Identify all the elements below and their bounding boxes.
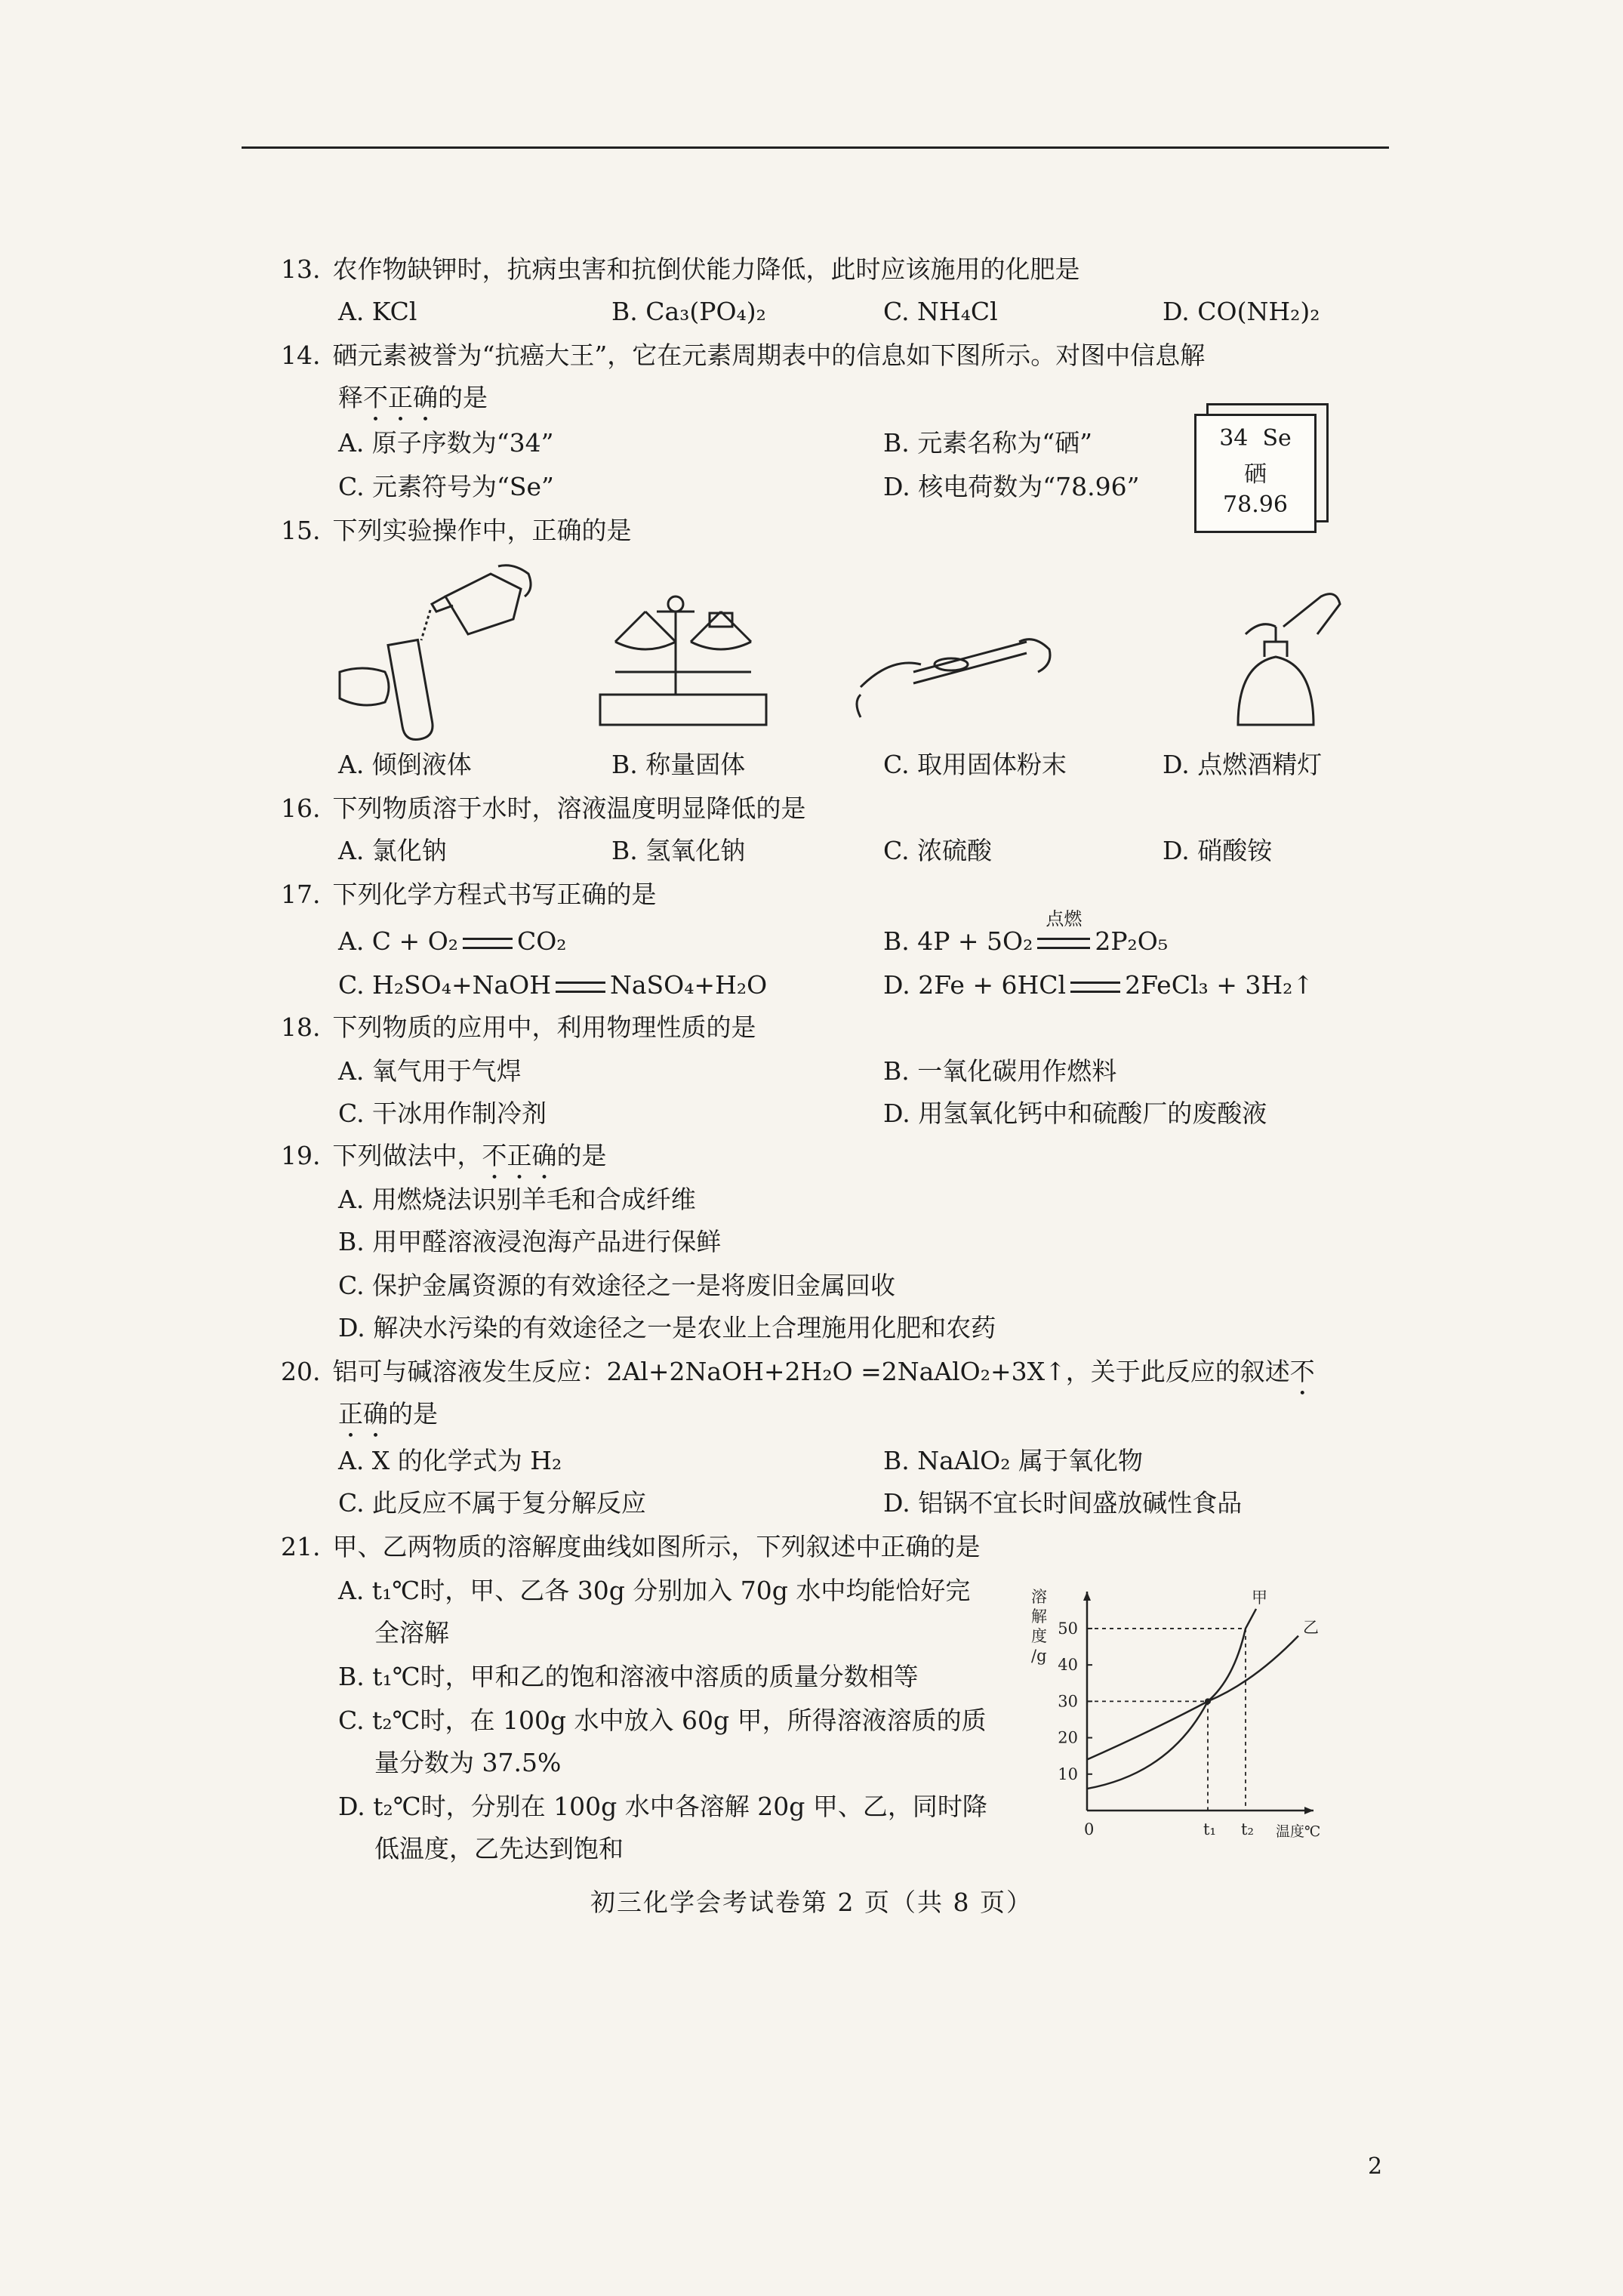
equals-sign xyxy=(463,938,513,949)
option-d: D. 点燃酒精灯 xyxy=(1163,750,1323,779)
option-a: A. t₁℃时，甲、乙各 30g 分别加入 70g 水中均能恰好完 xyxy=(338,1576,971,1605)
question-stem: 农作物缺钾时，抗病虫害和抗倒伏能力降低，此时应该施用的化肥是 xyxy=(332,254,1080,284)
question-number: 13. xyxy=(281,254,321,284)
question-20: 20. 铝可与碱溶液发生反应：2Al+2NaOH+2H₂O =2NaAlO₂+3X↑，关于此反应的叙述不 xyxy=(281,1354,1315,1401)
series-label-yi: 乙 xyxy=(1303,1618,1319,1637)
balance-illustration xyxy=(585,581,781,732)
option-a: A. 倾倒液体 xyxy=(338,750,472,779)
origin-label: 0 xyxy=(1084,1820,1095,1838)
y-tick-label: 10 xyxy=(1058,1764,1078,1783)
y-tick-label: 20 xyxy=(1058,1728,1078,1747)
powder-spoon-illustration xyxy=(845,612,1064,725)
element-name: 硒 xyxy=(1244,461,1267,488)
top-rule xyxy=(242,146,1389,149)
question-14 xyxy=(281,338,1205,373)
question-13 xyxy=(281,252,1079,287)
atomic-mass: 78.96 xyxy=(1223,492,1288,518)
option-a: A. 用燃烧法识别羊毛和合成纤维 xyxy=(338,1185,696,1214)
y-tick-label: 30 xyxy=(1058,1692,1078,1711)
option-b: B. 一氧化碳用作燃料 xyxy=(883,1056,1117,1086)
element-card-selenium xyxy=(1194,414,1317,533)
emphasis-dotted: 不正确 xyxy=(482,1141,557,1170)
question-number: 15. xyxy=(281,516,321,545)
question-stem: 下列化学方程式书写正确的是 xyxy=(332,880,657,909)
question-14-line2: 释不正确的是 xyxy=(338,383,488,412)
option-d: D. t₂℃时，分别在 100g 水中各溶解 20g 甲、乙，同时降 xyxy=(338,1792,987,1821)
question-number: 17. xyxy=(281,880,321,909)
option-c: C. H₂SO₄+NaOH NaSO₄+H₂O xyxy=(338,970,768,1000)
question-stem: 甲、乙两物质的溶解度曲线如图所示，下列叙述中正确的是 xyxy=(332,1532,981,1561)
y-axis-label: /g xyxy=(1031,1647,1047,1665)
reaction-condition: 点燃 xyxy=(1046,908,1083,929)
option-a: A. 氯化钠 xyxy=(338,836,447,865)
question-16 xyxy=(281,791,805,826)
y-tick-label: 50 xyxy=(1058,1619,1078,1638)
option-c: C. 干冰用作制冷剂 xyxy=(338,1099,547,1128)
question-stem: 下列物质溶于水时，溶液温度明显降低的是 xyxy=(332,794,806,823)
option-b: B. 4P + 5O₂ 点燃 2P₂O₅ xyxy=(883,924,1168,959)
option-a-cont: 全溶解 xyxy=(374,1618,449,1647)
pour-liquid-illustration xyxy=(317,551,544,747)
option-c: C. 此反应不属于复分解反应 xyxy=(338,1488,647,1518)
option-d: D. 用氢氧化钙中和硫酸厂的废酸液 xyxy=(883,1099,1267,1128)
question-stem: 下列物质的应用中，利用物理性质的是 xyxy=(332,1012,756,1042)
x-axis-arrow xyxy=(1304,1807,1313,1814)
option-d-cont: 低温度，乙先达到饱和 xyxy=(374,1834,624,1863)
x-axis-label: 温度℃ xyxy=(1276,1823,1321,1840)
option-b: B. 用甲醛溶液浸泡海产品进行保鲜 xyxy=(338,1227,722,1256)
page-footer: 初三化学会考试卷第 2 页（共 8 页） xyxy=(590,1888,1033,1917)
emphasis-dotted: 不 xyxy=(1289,1357,1315,1386)
emphasis-dotted: 不正确 xyxy=(363,383,438,412)
option-a: A. 氧气用于气焊 xyxy=(338,1056,522,1086)
option-c: C. 元素符号为“Se” xyxy=(338,472,554,501)
y-axis-label: 溶 xyxy=(1031,1588,1047,1606)
question-number: 14. xyxy=(281,341,321,370)
alcohol-lamp-illustration xyxy=(1200,574,1351,740)
option-b: B. 称量固体 xyxy=(611,750,746,779)
atomic-number: 34 xyxy=(1219,425,1249,451)
option-a: A. C + O₂ CO₂ xyxy=(338,926,567,956)
option-b: B. Ca₃(PO₄)₂ xyxy=(611,297,766,326)
series-label-jia: 甲 xyxy=(1252,1588,1267,1607)
option-d: D. 铝锅不宜长时间盛放碱性食品 xyxy=(883,1488,1243,1518)
y-tick-label: 40 xyxy=(1058,1656,1078,1675)
option-c: C. 浓硫酸 xyxy=(883,836,993,865)
question-17 xyxy=(281,877,656,912)
option-d: D. CO(NH₂)₂ xyxy=(1163,297,1320,326)
intersection-point xyxy=(1205,1698,1211,1704)
option-d: D. 核电荷数为“78.96” xyxy=(883,472,1140,501)
option-c: C. 保护金属资源的有效途径之一是将废旧金属回收 xyxy=(338,1271,896,1300)
question-19: 19. 下列做法中，不正确的是 xyxy=(281,1139,606,1185)
question-number: 19. xyxy=(281,1141,321,1170)
equals-sign xyxy=(1070,982,1120,993)
option-a: A. 原子序数为“34” xyxy=(338,428,554,458)
curve-yi xyxy=(1087,1636,1298,1760)
option-a: A. KCl xyxy=(338,297,417,326)
curve-jia xyxy=(1087,1609,1256,1789)
equals-sign xyxy=(556,982,605,993)
y-axis-label: 度 xyxy=(1031,1627,1047,1645)
question-number: 21. xyxy=(281,1532,321,1561)
option-c: C. NH₄Cl xyxy=(883,297,998,326)
solubility-curve-chart xyxy=(1027,1584,1351,1841)
y-axis-arrow xyxy=(1083,1592,1091,1601)
option-c: C. 取用固体粉末 xyxy=(883,750,1067,779)
question-21 xyxy=(281,1530,980,1564)
question-20-line2: 正确的是 xyxy=(338,1399,438,1428)
option-c: C. t₂℃时，在 100g 水中放入 60g 甲，所得溶液溶质的质 xyxy=(338,1706,987,1735)
option-b: B. 氢氧化钠 xyxy=(611,836,746,865)
option-b: B. NaAlO₂ 属于氧化物 xyxy=(883,1446,1143,1475)
question-number: 18. xyxy=(281,1012,321,1042)
x-tick-label: t₂ xyxy=(1241,1820,1254,1838)
option-b: B. t₁℃时，甲和乙的饱和溶液中溶质的质量分数相等 xyxy=(338,1662,919,1691)
option-d: D. 解决水污染的有效途径之一是农业上合理施用化肥和农药 xyxy=(338,1313,996,1342)
equals-sign xyxy=(1037,938,1090,949)
option-c-cont: 量分数为 37.5% xyxy=(374,1748,562,1777)
option-a: A. X 的化学式为 H₂ xyxy=(338,1446,562,1475)
question-stem: 下列实验操作中，正确的是 xyxy=(332,516,632,545)
page-number: 2 xyxy=(1368,2153,1383,2180)
question-number: 16. xyxy=(281,794,321,823)
option-d: D. 硝酸铵 xyxy=(1163,836,1273,865)
question-15 xyxy=(281,513,631,548)
x-tick-label: t₁ xyxy=(1203,1820,1216,1838)
element-symbol: Se xyxy=(1262,425,1292,451)
question-18 xyxy=(281,1010,756,1045)
option-b: B. 元素名称为“硒” xyxy=(883,428,1092,458)
question-stem: 硒元素被誉为“抗癌大王”，它在元素周期表中的信息如下图所示。对图中信息解 xyxy=(332,341,1206,370)
question-number: 20. xyxy=(281,1357,321,1386)
emphasis-dotted: 正确 xyxy=(338,1399,388,1428)
y-axis-label: 解 xyxy=(1031,1607,1047,1626)
option-d: D. 2Fe + 6HCl 2FeCl₃ + 3H₂↑ xyxy=(883,970,1314,1000)
